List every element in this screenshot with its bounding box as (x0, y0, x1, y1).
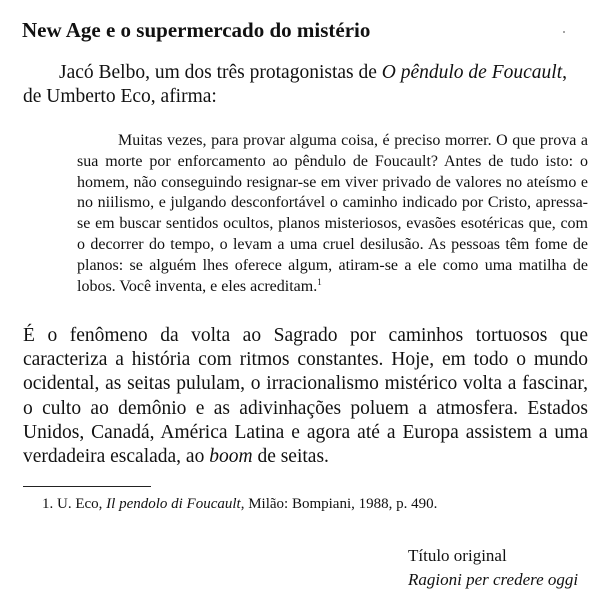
footnote (42, 494, 582, 514)
footnote-divider (23, 486, 151, 487)
intro-book-title: O pêndulo de Foucault (381, 62, 563, 83)
body-paragraph (23, 324, 588, 469)
intro-text-before: Jacó Belbo, um dos três protagonistas de (59, 62, 382, 83)
body-text-after: de seitas. (252, 446, 329, 468)
original-title-value: Ragioni per credere oggi (408, 570, 579, 589)
block-quote (77, 131, 588, 297)
body-text-before: É o fenômeno da volta ao Sagrado por caminhos tortuosos que caracteriza a história com ritmos constantes. Hoje, em todo o mundo ocidental, as seitas pululam, o irracionalismo mistérico volta a fascinar, o culto ao demônio e as adivinhações poluem a atmosfera. Estados Unidos, Canadá, América Latina e agora até a Europa assistem a uma verdadeira escalada, ao (23, 325, 588, 468)
quote-text: Muitas vezes, para provar alguma coisa, é preciso morrer. O que prova a sua morte por enforcamento ao pêndulo de Foucault? Antes de tudo isto: o homem, não conseguindo resignar-se em viver privado de valores no ateísmo e no niilismo, e julgando desconfortável o caminho indicado por Cristo, apressa-se em buscar sentidos ocultos, planos misteriosos, evasões esotéricas que, com o decorrer do tempo, o levam a uma cruel desilusão. As pessoas têm fome de planos: se alguém lhes oferece algum, atiram-se a ele como uma matilha de lobos. Você inventa, e eles acreditam. (77, 132, 588, 295)
body-italic-word: boom (209, 446, 253, 468)
intro-text-after: , de Umberto Eco, afirma: (23, 62, 567, 107)
intro-paragraph (23, 61, 586, 109)
footnote-reference: 1 (317, 276, 322, 287)
footnote-number: 1. (42, 496, 54, 512)
footnote-author: U. Eco, (57, 496, 103, 512)
footnote-rest: , Milão: Bompiani, 1988, p. 490. (240, 496, 438, 512)
footnote-book: Il pendolo di Foucault (106, 496, 241, 512)
original-title-block (408, 544, 603, 592)
section-title: New Age e o supermercado do mistério (22, 18, 371, 42)
original-title-label: Título original (408, 546, 507, 565)
stray-mark (563, 31, 565, 33)
